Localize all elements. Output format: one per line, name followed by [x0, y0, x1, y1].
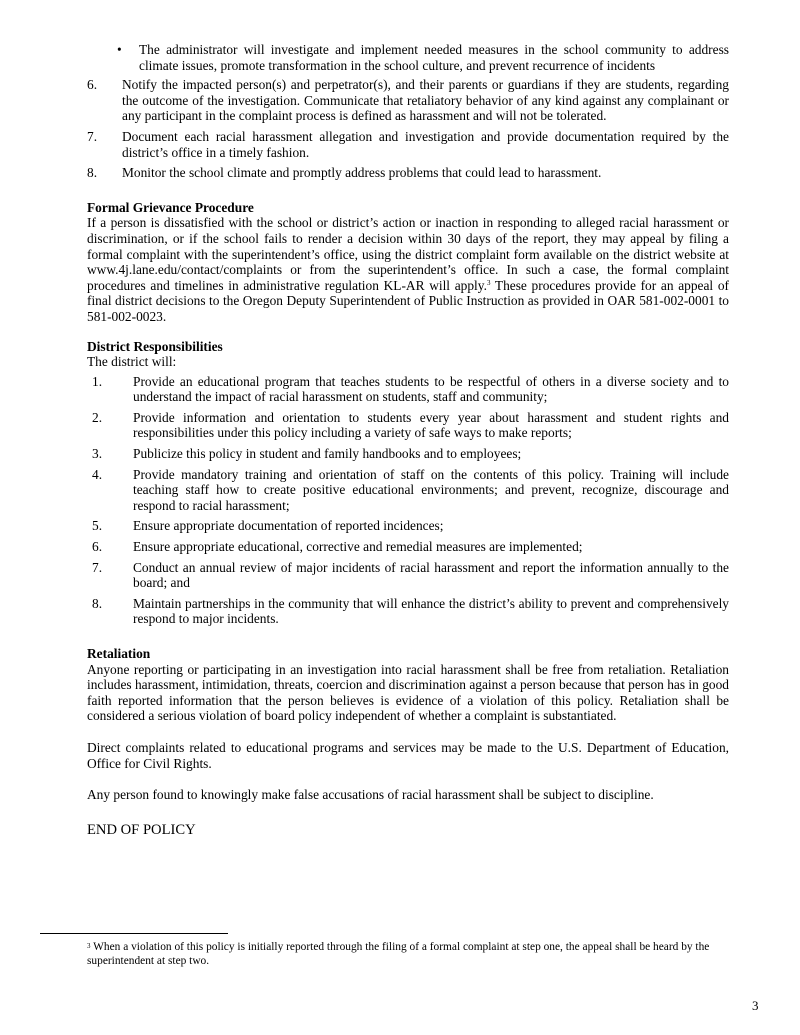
list-item-bullet: [87, 42, 729, 73]
district-intro: The district will:: [87, 354, 177, 370]
list-text: Monitor the school climate and promptly address problems that could lead to harassment.: [122, 165, 602, 181]
section-heading-retaliation: Retaliation: [87, 646, 151, 661]
list-number: 1.: [92, 373, 103, 389]
list-item: [87, 374, 729, 405]
grievance-text-continued: These procedures provide for an appeal of final district decisions to the Oregon Deputy Superintendent of Public Instruction as provided in OAR 581-002-0001 to 581-002-0023.: [87, 277, 729, 324]
list-item: [87, 518, 729, 534]
list-item: [87, 165, 729, 181]
list-item: [87, 560, 729, 591]
list-item: [87, 129, 729, 160]
page-number: 3: [752, 998, 759, 1013]
list-text: Publicize this policy in student and family handbooks and to employees;: [133, 446, 522, 462]
district-responsibilities-list: [87, 374, 729, 627]
list-number: 7.: [87, 128, 98, 144]
end-of-policy: END OF POLICY: [87, 821, 196, 838]
bullet-text: The administrator will investigate and implement needed measures in the school community to address climate issues, promote transformation in the school culture, and prevent recurrence of incidents: [139, 42, 729, 73]
bullet-icon: •: [117, 42, 122, 57]
list-item: [87, 539, 729, 555]
retaliation-paragraph: Anyone reporting or participating in an investigation into racial harassment shall be free from retaliation. Retaliation includes harassment, intimidation, threats, coercion and discrimination against a person because that person has in good faith reported information that the person believes is evidence of a violation of this policy. Retaliation shall be considered a serious violation of board policy independent of whether a complaint is substantiated.: [87, 661, 729, 724]
procedure-steps-list: [87, 77, 729, 181]
list-item: [87, 446, 729, 462]
list-item: [87, 467, 729, 514]
ocr-paragraph: Direct complaints related to educational programs and services may be made to the U.S. Department of Education, Office for Civil Rights.: [87, 739, 729, 771]
list-number: 5.: [92, 518, 103, 534]
grievance-text: If a person is dissatisfied with the school or district’s action or inaction in responding to alleged racial harassment or discrimination, or if the school fails to render a decision within 30 days of the report, they may appeal by filing a formal complaint with the superintendent’s office, using the district complaint form available on the district website at www.4j.lane.edu/contact/complaints or from the superintendent’s office. In such a case, the formal complaint procedures and timelines in administrative regulation KL-AR will apply.: [87, 215, 729, 293]
list-item: [87, 410, 729, 441]
list-number: 6.: [92, 539, 103, 555]
list-text: Maintain partnerships in the community that will enhance the district’s ability to prevent and comprehensively respond to major incidents.: [133, 595, 729, 627]
list-number: 4.: [92, 466, 103, 482]
list-item: [87, 596, 729, 627]
section-heading-grievance: Formal Grievance Procedure: [87, 199, 254, 215]
document-page: [87, 42, 729, 838]
list-text: Notify the impacted person(s) and perpetrator(s), and their parents or guardians if they are students, regarding the outcome of the investigation. Communicate that retaliatory behavior of any kind against any complainant or any participant in the complaint process is defined as harassment and will not be tolerated.: [122, 77, 729, 124]
grievance-paragraph: [87, 215, 729, 324]
list-text: Conduct an annual review of major incidents of racial harassment and report the information annually to the board; and: [133, 559, 729, 591]
footnote: [87, 940, 727, 968]
list-text: Ensure appropriate documentation of reported incidences;: [133, 518, 444, 534]
list-number: 8.: [92, 595, 103, 611]
footnote-divider: [40, 933, 228, 934]
false-accusations-paragraph: Any person found to knowingly make false accusations of racial harassment shall be subject to discipline.: [87, 787, 654, 803]
section-heading-district: District Responsibilities: [87, 338, 223, 354]
list-item: [87, 77, 729, 124]
list-number: 2.: [92, 409, 103, 425]
footnote-reference: 3: [486, 278, 491, 287]
footnote-text: When a violation of this policy is initially reported through the filing of a formal complaint at step one, the appeal shall be heard by the superintendent at step two.: [87, 941, 710, 967]
list-text: Document each racial harassment allegation and investigation and provide documentation required by the district’s office in a timely fashion.: [122, 128, 729, 160]
list-text: Provide an educational program that teaches students to be respectful of others in a diverse society and to understand the impact of racial harassment on students, staff and community;: [133, 373, 729, 405]
list-text: Provide information and orientation to students every year about harassment and student rights and responsibilities under this policy including a variety of safe ways to make reports;: [133, 409, 729, 441]
list-text: Provide mandatory training and orientation of staff on the contents of this policy. Training will include teaching staff how to create positive educational environments; and prevent, recognize, discourage and respond to racial harassment;: [133, 466, 729, 513]
list-number: 6.: [87, 77, 98, 93]
list-number: 8.: [87, 165, 98, 181]
footnote-mark: 3: [87, 942, 91, 950]
list-number: 3.: [92, 446, 103, 462]
list-number: 7.: [92, 559, 103, 575]
list-text: Ensure appropriate educational, corrective and remedial measures are implemented;: [133, 539, 583, 555]
